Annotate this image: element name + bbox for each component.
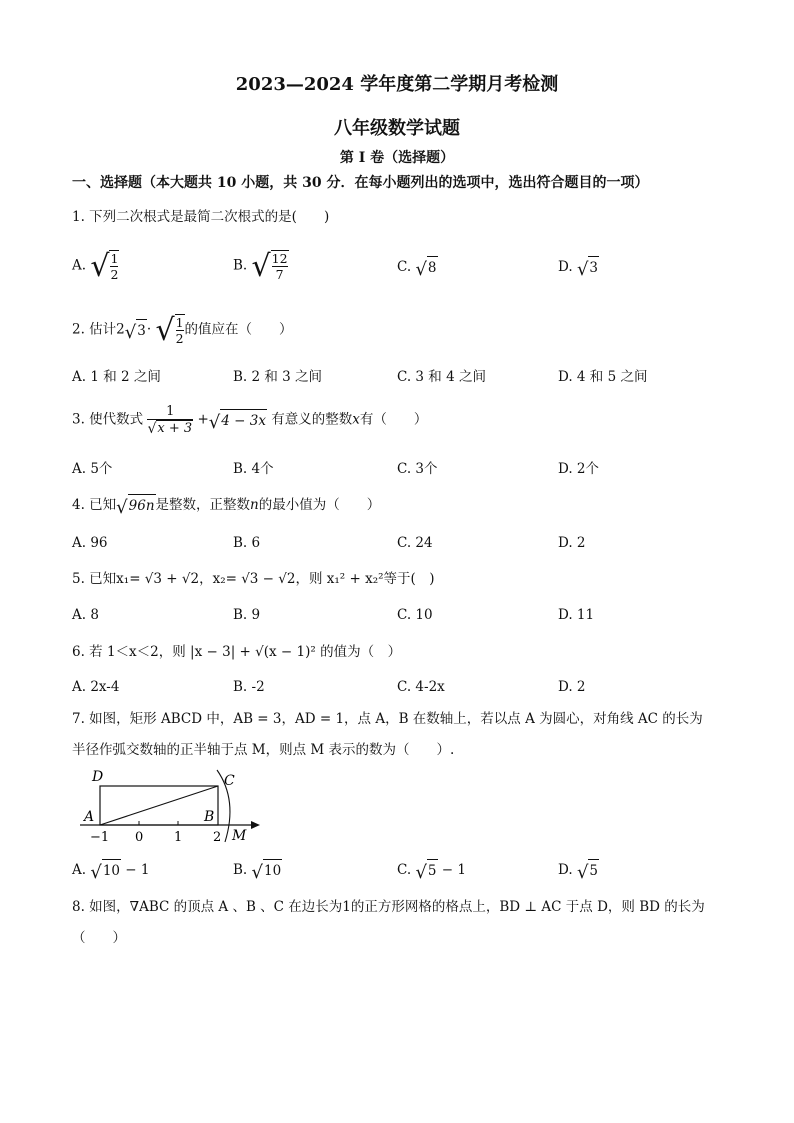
q4-option-d: D. 2: [558, 535, 586, 551]
question-5-stem: 5. 已知x₁= √3 + √2，x₂= √3 − √2，则 x₁² + x₂²等于( ): [72, 571, 435, 587]
q3-option-a: A. 5个: [72, 461, 113, 477]
q4-option-b: B. 6: [233, 535, 261, 551]
question-1-stem: 1. 下列二次根式是最简二次根式的是( ): [72, 209, 330, 225]
q6-option-c: C. 4-2x: [397, 679, 445, 695]
q7-option-b: B. √ 10: [233, 859, 282, 882]
axis-arrow: [251, 821, 260, 829]
q1-option-a: A. √ $\frac{1}{2}$: [72, 249, 119, 284]
tick-label: 1: [174, 830, 183, 845]
q5-option-b: B. 9: [233, 607, 261, 623]
q4-option-a: A. 96: [72, 535, 108, 551]
question-7-line-2: 半径作弧交数轴的正半轴于点 M，则点 M 表示的数为（ ）.: [72, 742, 455, 758]
q5-option-d: D. 11: [558, 607, 595, 623]
label-d: D: [92, 769, 104, 785]
q4-option-c: C. 24: [397, 535, 433, 551]
question-7-line-1: 7. 如图，矩形 ABCD 中，AB = 3，AD = 1，点 A，B 在数轴上，若以点 A 为圆心，对角线 AC 的长为: [72, 711, 703, 727]
q3-option-d: D. 2个: [558, 461, 600, 477]
exam-title: 2023—2024 学年度第二学期月考检测: [235, 74, 559, 95]
q2-option-c: C. 3 和 4 之间: [397, 369, 486, 385]
question-4-stem: 4. 已知 √ 96n 是整数，正整数n的最小值为（ ）: [72, 494, 380, 517]
q2-option-d: D. 4 和 5 之间: [558, 369, 648, 385]
q3-option-b: B. 4个: [233, 461, 274, 477]
q6-option-b: B. -2: [233, 679, 265, 695]
q2-option-b: B. 2 和 3 之间: [233, 369, 323, 385]
q1-option-b: B. √ $\frac{12}{7}$: [233, 249, 288, 284]
q7-option-d: D. √ 5: [558, 859, 599, 882]
exam-subtitle: 八年级数学试题: [334, 118, 460, 139]
volume-heading: 第 I 卷（选择题）: [339, 150, 455, 166]
q6-option-d: D. 2: [558, 679, 586, 695]
q5-option-c: C. 10: [397, 607, 433, 623]
question-8-line-2: （ ）: [72, 930, 126, 946]
label-b: B: [204, 809, 215, 825]
q1-option-d: D. √ 3: [558, 256, 599, 279]
question-8-line-1: 8. 如图，∇ABC 的顶点 A 、B 、C 在边长为1的正方形网格的格点上，BD ⊥ AC 于点 D，则 BD 的长为: [72, 899, 705, 915]
question-3-stem: 3. 使代数式 1 √ x + 3 + √ 4 − 3x 有意义的整数x有（ ）: [72, 404, 428, 437]
diagonal-ac: [100, 786, 218, 825]
q3-option-c: C. 3个: [397, 461, 438, 477]
q5-option-a: A. 8: [72, 607, 99, 623]
q7-option-c: C. √ 5 − 1: [397, 859, 466, 882]
q7-option-a: A. √ 10 − 1: [72, 859, 150, 882]
question-2-stem: 2. 估计2 √ 3 · √ $\frac{1}{2}$ 的值应在（ ）: [72, 313, 293, 348]
radical: √ $\frac{1}{2}$: [90, 249, 119, 284]
radical: √ $\frac{12}{7}$: [251, 249, 288, 284]
q7-number-line-figure: [74, 766, 274, 848]
question-6-stem: 6. 若 1＜x＜2，则 |x − 3| + √(x − 1)² 的值为（ ）: [72, 644, 402, 660]
tick-label: 2: [213, 830, 222, 845]
label-m: M: [232, 828, 247, 844]
label-c: C: [224, 773, 235, 789]
q6-option-a: A. 2x-4: [72, 679, 120, 695]
tick-label: −1: [90, 830, 110, 845]
section-heading: 一、选择题（本大题共 10 小题，共 30 分．在每小题列出的选项中，选出符合题目的一项）: [72, 175, 649, 191]
tick-label: 0: [135, 830, 144, 845]
q2-option-a: A. 1 和 2 之间: [72, 369, 161, 385]
label-a: A: [84, 809, 95, 825]
q1-option-c: C. √ 8: [397, 256, 438, 279]
